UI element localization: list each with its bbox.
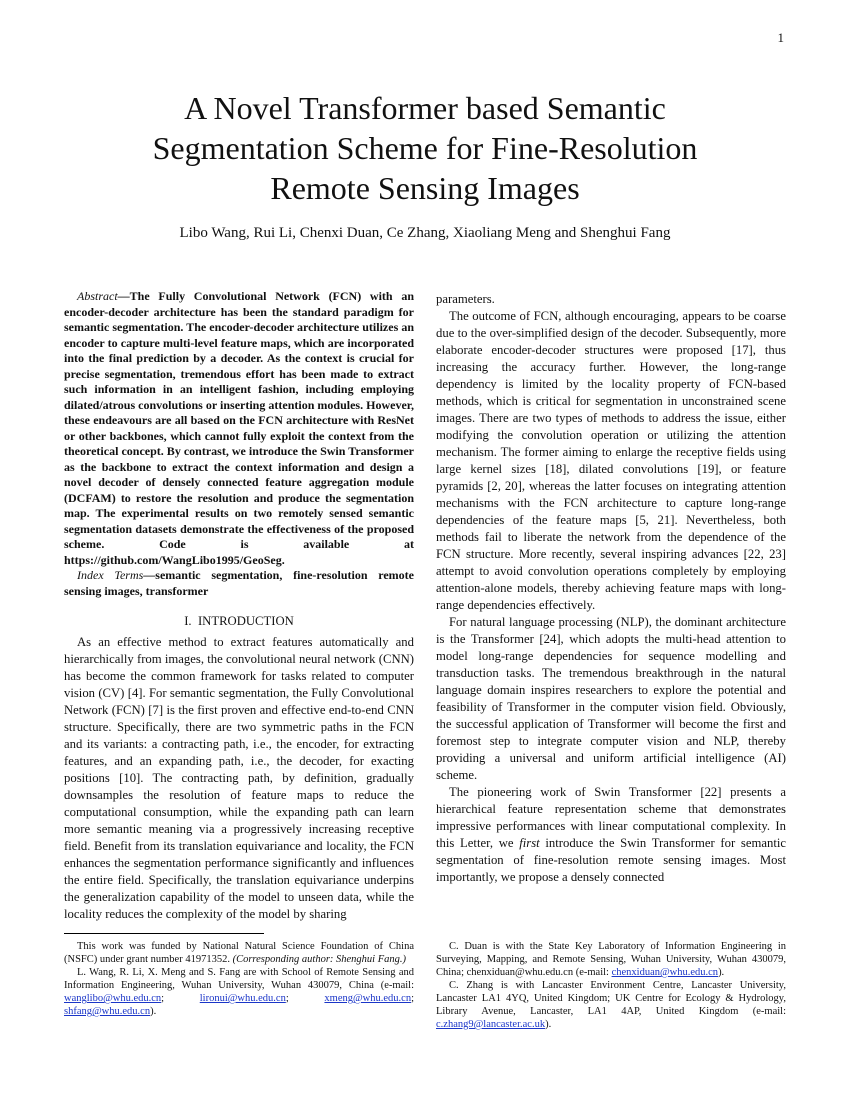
para4-text-b: introduce the Swin Transformer for semantic segmentation of fine-resolution remote sensing images. Most importantly, we propose a densely connected — [436, 836, 787, 884]
funding-text: This work was funded by National Natural Science Foundation of China (NSFC) under grant number 41971352. — [64, 941, 414, 965]
title-line-2: Segmentation Scheme for Fine-Resolution — [152, 130, 698, 166]
index-terms — [64, 568, 414, 599]
para4-emphasis: first — [519, 836, 540, 850]
intro-paragraph-2: The outcome of FCN, although encouraging, appears to be coarse due to the over-simplified design of the decoder. Subsequently, more elaborate encoder-decoder structures were proposed [17], thus increasing the accuracy further. However, the long-range dependency is limited by the locality property of FCN-based methods, which is critical for segmentation in unconstrained scene images. There are two types of methods to address the issue, either modifying the convolution operation or utilizing the attention mechanism. The former aiming to enlarge the receptive fields using large kernel sizes [18], dilated convolutions [19], or feature pyramids [2, 20], whereas the latter focuses on integrating attention mechanisms with the FCN architecture to capture long-range dependencies of the feature maps [5, 21]. Nevertheless, both methods fail to liberate the network from the dependence of the FCN structure. More recently, several inspiring advances [22, 23] attempt to avoid convolution operations completely by employing attention-alone models, thereby achieving feature maps with long-range dependencies effectively. — [436, 309, 786, 612]
affiliation-text: L. Wang, R. Li, X. Meng and S. Fang are with School of Remote Sensing and Information Engineering, Wuhan University, Wuhan 430079, China (e-mail: — [64, 967, 414, 991]
affiliation-footnote-whu — [64, 966, 414, 1018]
para4-text-a: The pioneering work of Swin Transformer [22] presents a hierarchical feature representation scheme that demonstrates impressive performances with linear computational complexity. In this Letter, we — [436, 785, 786, 850]
email-link-wang[interactable]: wanglibo@whu.edu.cn — [64, 993, 162, 1004]
zhang-affiliation-text: C. Zhang is with Lancaster Environment Centre, Lancaster University, Lancaster LA1 4YQ, United Kingdom; UK Centre for Ecology & Hydrology, Library Avenue, Lancaster, LA1 4AP, United Kingdom (e-mail: — [436, 980, 786, 1017]
section-numeral: I. — [184, 614, 192, 628]
affiliation-footnote-zhang — [436, 979, 786, 1031]
email-link-meng[interactable]: xmeng@whu.edu.cn — [324, 993, 412, 1004]
intro-paragraph-1: As an effective method to extract features automatically and hierarchically from images, the convolutional neural network (CNN) has become the common framework for tasks related to computer vision (CV) [4]. For semantic segmentation, the Fully Convolutional Network (FCN) [7] is the first proven and effective end-to-end CNN structure. Specifically, there are two symmetric paths in the FCN and its variants: a contracting path, i.e., the encoder, for extracting features, and an expanding path, i.e., the decoder, for exacting positions [10]. The contracting path, by definition, gradually downsamples the resolution of feature maps to reduce the computational consumption, while the expanding path can learn more semantic meaning via a progressively increasing receptive field. Benefit from its translation equivariance and locality, the FCN enhances the segmentation performance significantly and influences the entire field. Specifically, the translation equivariance underpins the generalization capability of the model to unseen data, while the locality reduces the complexity of the model by sharing — [64, 635, 414, 921]
affiliation-footnote-duan — [436, 940, 786, 979]
email-link-zhang[interactable]: c.zhang9@lancaster.ac.uk — [436, 1019, 546, 1030]
duan-affiliation-end: ). — [718, 967, 725, 978]
footnotes-left — [64, 940, 414, 1018]
email-separator: ; — [285, 993, 325, 1004]
intro-paragraph-4 — [436, 784, 786, 886]
intro-paragraph-1-continued: parameters. — [436, 292, 495, 306]
section-initial: I — [197, 614, 203, 628]
index-terms-text: —semantic segmentation, fine-resolution remote sensing images, transformer — [64, 568, 414, 598]
author-list: Libo Wang, Rui Li, Chenxi Duan, Ce Zhang, Xiaoliang Meng and Shenghui Fang — [179, 225, 671, 241]
email-link-duan[interactable]: chenxiduan@whu.edu.cn — [611, 967, 719, 978]
funding-footnote — [64, 940, 414, 966]
abstract-label: Abstract — [77, 289, 118, 303]
footnotes-right — [436, 940, 786, 1031]
email-link-fang[interactable]: shfang@whu.edu.cn — [64, 1006, 151, 1017]
intro-paragraph-3: For natural language processing (NLP), the dominant architecture is the Transformer [24], which adopts the multi-head attention to model long-range dependencies for sequence modelling and transduction tasks. The tremendous breakthrough in the natural language domain inspires researchers to explore the potential and feasibility of Transformer in the computer vision field. Obviously, the successful application of Transformer will become the first and foremost step to integrate computer vision and NLP, thereby providing a universal and uniform artificial intelligence (AI) scheme. — [436, 615, 786, 782]
footnote-rule — [64, 933, 264, 934]
title-line-3: Remote Sensing Images — [270, 170, 580, 206]
abstract — [64, 289, 414, 568]
email-link-li[interactable]: lironui@whu.edu.cn — [199, 993, 286, 1004]
email-separator: ; — [411, 993, 414, 1004]
affiliation-end: ). — [150, 1006, 157, 1017]
index-terms-label: Index Terms — [77, 568, 144, 582]
abstract-text: —The Fully Convolutional Network (FCN) with an encoder-decoder architecture has been the standard paradigm for semantic segmentation. The encoder-decoder architecture utilizes an encoder to capture multi-level feature maps, which are incorporated into the final prediction by a decoder. As the context is crucial for precise segmentation, tremendous effort has been made to extract such information in an intelligent fashion, including employing dilated/atrous convolutions or inserting attention modules. However, these endeavours are all based on the FCN architecture with ResNet or other backbones, which cannot fully exploit the context from the theoretical concept. By contrast, we introduce the Swin Transformer as the backbone to extract the context information and design a novel decoder of densely connected feature aggregation module (DCFAM) to restore the resolution and produce the segmentation map. The experimental results on two remotely sensed semantic segmentation datasets demonstrate the effectiveness of the proposed scheme. Code is available at https://github.com/WangLibo1995/GeoSeg. — [64, 289, 414, 567]
left-column — [64, 289, 414, 923]
email-separator: ; — [161, 993, 200, 1004]
corresponding-author: (Corresponding author: Shenghui Fang.) — [232, 954, 407, 965]
duan-affiliation-text: C. Duan is with the State Key Laboratory of Information Engineering in Surveying, Mapping, and Remote Sensing, Wuhan University, Wuhan 430079, China; chenxiduan@whu.edu.cn (e-mail: — [436, 941, 786, 978]
paper-title — [0, 88, 850, 208]
zhang-affiliation-end: ). — [545, 1019, 552, 1030]
title-line-1: A Novel Transformer based Semantic — [184, 90, 666, 126]
page-number: 1 — [777, 30, 784, 45]
section-heading-introduction — [64, 613, 414, 630]
right-column — [436, 291, 786, 886]
section-title-rest: NTRODUCTION — [202, 614, 294, 628]
